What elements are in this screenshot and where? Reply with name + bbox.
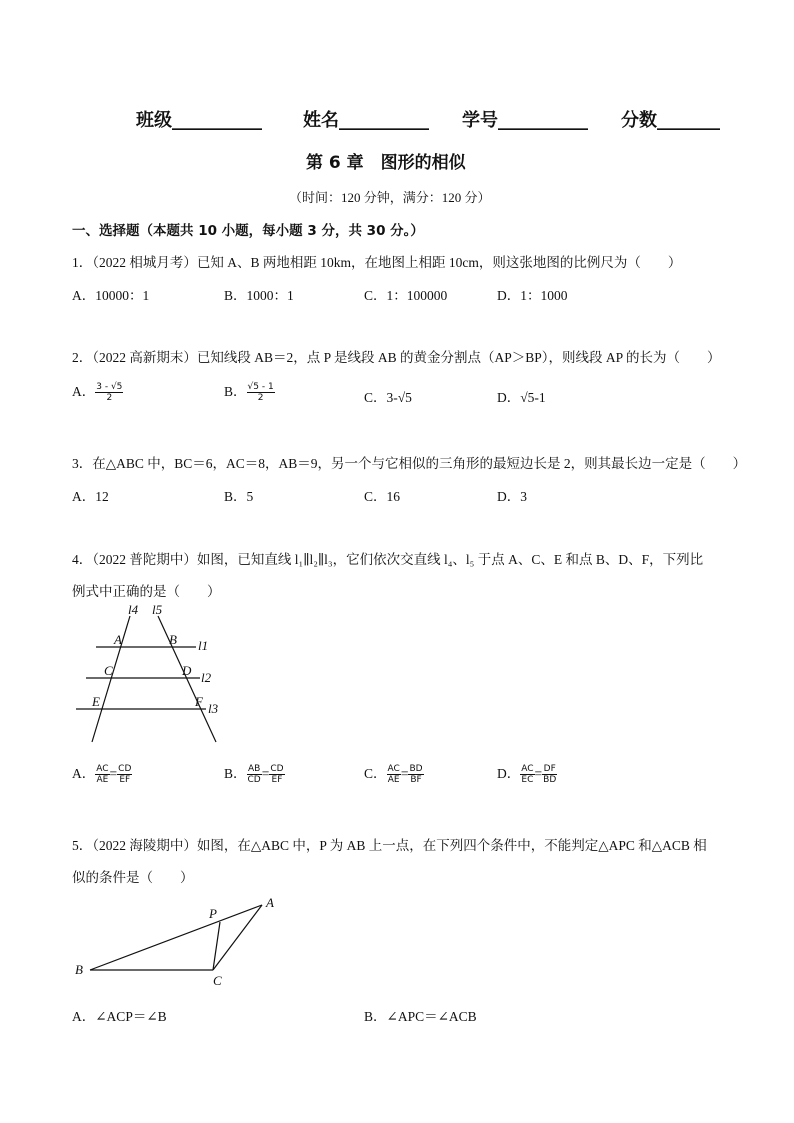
point-e-label: E	[92, 694, 100, 709]
fraction-denominator: EC	[521, 775, 534, 786]
q1-option-b: B．1000：1	[224, 288, 294, 303]
fraction-right	[269, 764, 284, 785]
q2-option-d-prefix: D．	[497, 390, 521, 405]
point-p-label: P	[209, 906, 217, 921]
question-5-text-line1: 5．（2022 海陵期中）如图，在△ABC 中，P 为 AB 上一点，在下列四个条件中，不能判定△APC 和△ACB 相	[72, 838, 707, 853]
fraction-denominator: BF	[410, 775, 422, 786]
fraction-denominator: 2	[106, 393, 113, 404]
fraction-numerator: AC	[96, 764, 109, 775]
fraction-numerator: BD	[409, 764, 423, 775]
point-d-label: D	[182, 663, 192, 678]
q2-option-c	[364, 386, 412, 406]
q4-option-a: A． $\frac{AC}{AE}$ = $\frac{CD}{EF}$	[72, 764, 132, 786]
q2-option-c-value: 3-√5	[386, 390, 412, 405]
q3-option-d: D．3	[497, 489, 527, 504]
label-l1: l1	[198, 638, 209, 653]
question-1-text: 1．（2022 相城月考）已知 A、B 两地相距 10km，在地图上相距 10cm，则这张地图的比例尺为（ ）	[72, 255, 682, 270]
fraction-left	[95, 764, 109, 785]
fraction-denominator: 2	[257, 393, 264, 404]
fraction-right	[542, 764, 557, 785]
fraction-denominator: EF	[119, 775, 131, 786]
q1-option-d: D．1：1000	[497, 288, 568, 303]
fraction-numerator: AC	[521, 764, 534, 775]
fraction-left	[247, 764, 262, 785]
q2-option-a-prefix: A．	[72, 384, 96, 399]
section-heading: 一、选择题（本题共 10 小题，每小题 3 分，共 30 分。）	[72, 223, 424, 239]
point-b-label: B	[169, 632, 177, 647]
fraction-left	[520, 764, 534, 785]
q3-option-a: A．12	[72, 489, 109, 504]
time-note: （时间：120 分钟，满分：120 分）	[289, 190, 491, 205]
class-field-label: 班级__________	[136, 110, 262, 131]
label-l5: l5	[152, 602, 163, 617]
fraction-numerator: 3 - √5	[96, 382, 123, 393]
q2-option-b	[224, 380, 275, 403]
parallel-lines-figure	[70, 602, 240, 747]
question-3-text: 3．在△ABC 中，BC＝6，AC＝8，AB＝9，另一个与它相似的三角形的最短边长是 2，则其最长边一定是（ ）	[72, 456, 747, 471]
point-a-label: A	[114, 632, 122, 647]
label-l2: l2	[201, 670, 212, 685]
point-c-label: C	[104, 663, 113, 678]
q2-option-a	[72, 380, 123, 403]
q4-option-c-prefix: C．	[364, 766, 387, 781]
fraction-denominator: EF	[271, 775, 283, 786]
fraction-denominator: BD	[543, 775, 557, 786]
vertex-a-label: A	[266, 895, 274, 910]
fraction-denominator: CD	[247, 775, 261, 786]
question-4-text-line2: 例式中正确的是（ ）	[72, 584, 221, 599]
q1-option-c: C．1：100000	[364, 288, 448, 303]
vertex-c-label: C	[213, 973, 222, 988]
q4-option-c: C． $\frac{AC}{AE}$ = $\frac{BD}{BF}$	[364, 764, 423, 786]
label-l4: l4	[128, 602, 139, 617]
vertex-b-label: B	[75, 962, 83, 977]
q2-option-d	[497, 386, 546, 406]
q2-option-b-prefix: B．	[224, 384, 247, 399]
line-l4	[92, 616, 130, 742]
fraction-numerator: AB	[247, 764, 261, 775]
student-id-field-label: 学号__________	[462, 110, 588, 131]
fraction-right	[117, 764, 132, 785]
q3-option-b: B．5	[224, 489, 254, 504]
question-5-text-line2: 似的条件是（ ）	[72, 870, 194, 885]
q4-option-d: D． $\frac{AC}{EC}$ = $\frac{DF}{BD}$	[497, 764, 557, 786]
q4-option-b: B． $\frac{AB}{CD}$ = $\frac{CD}{EF}$	[224, 764, 284, 786]
q2-option-d-value: √5-1	[520, 390, 546, 405]
q4-option-b-prefix: B．	[224, 766, 247, 781]
fraction-numerator: CD	[118, 764, 132, 775]
q1-option-a: A．10000：1	[72, 288, 150, 303]
score-field-label: 分数_______	[621, 110, 720, 131]
name-field-label: 姓名__________	[303, 110, 429, 131]
q2-option-b-fraction	[247, 382, 275, 403]
fraction-right	[408, 764, 423, 785]
page-title: 第 6 章 图形的相似	[306, 153, 466, 173]
fraction-numerator: CD	[270, 764, 284, 775]
question-4-text-line1: 4．（2022 普陀期中）如图，已知直线 l₁∥l₂∥l₃，它们依次交直线 l₄、l₅ 于点 A、C、E 和点 B、D、F，下列比	[72, 552, 704, 567]
fraction-denominator: AE	[387, 775, 400, 786]
q5-option-b: B．∠APC＝∠ACB	[364, 1009, 477, 1024]
triangle-figure	[70, 890, 290, 990]
point-f-label: F	[195, 694, 203, 709]
q5-option-a: A．∠ACP＝∠B	[72, 1009, 167, 1024]
fraction-numerator: AC	[387, 764, 400, 775]
fraction-left	[387, 764, 401, 785]
q4-option-a-prefix: A．	[72, 766, 96, 781]
question-2-text: 2．（2022 高新期末）已知线段 AB＝2，点 P 是线段 AB 的黄金分割点（AP＞BP），则线段 AP 的长为（ ）	[72, 350, 721, 365]
label-l3: l3	[208, 701, 219, 716]
fraction-numerator: DF	[543, 764, 556, 775]
q3-option-c: C．16	[364, 489, 401, 504]
fraction-denominator: AE	[96, 775, 109, 786]
q2-option-a-fraction	[95, 382, 123, 403]
fraction-numerator: √5 - 1	[247, 382, 274, 393]
side-ab	[90, 905, 262, 970]
q4-option-d-prefix: D．	[497, 766, 521, 781]
q2-option-c-prefix: C．	[364, 390, 387, 405]
